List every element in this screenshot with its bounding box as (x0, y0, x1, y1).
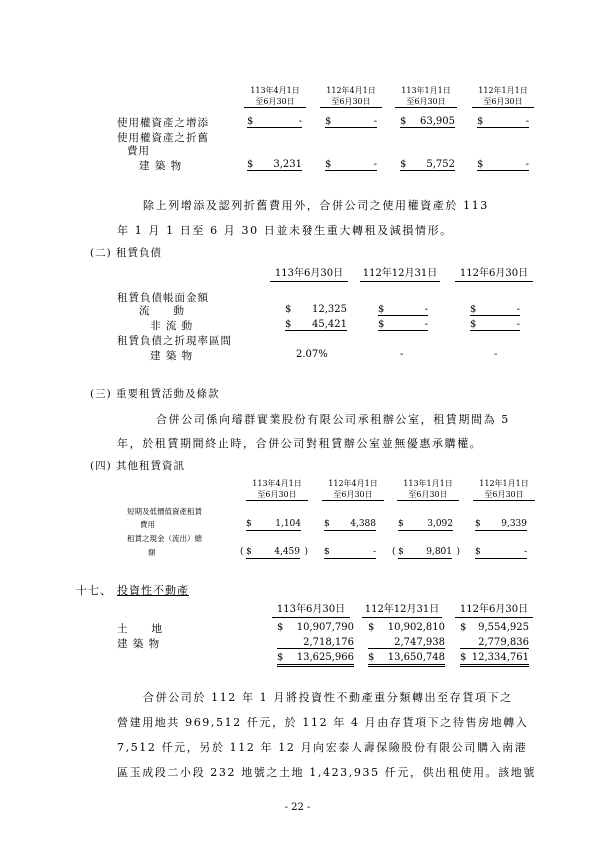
lease-header-3: 112年6月30日 (455, 267, 533, 282)
other-header-2: 112年4月1日 至6月30日 (322, 478, 384, 501)
rou-depr-cell: $ 3,231 (247, 159, 302, 170)
other-row2-label-2: 額 (148, 548, 156, 557)
lease-building-label: 建 築 物 (150, 350, 194, 362)
lease-noncurrent-cell: $ 45,421 (285, 319, 347, 330)
invest-building-cell: 2,779,836 (460, 636, 529, 649)
section-number: 十七、 (76, 584, 112, 597)
invest-total-cell: $ 13,625,966 (277, 651, 354, 667)
paragraph-line: 區玉成段二小段 232 地號之土地 1,423,935 仟元，供出租使用。該地號 (117, 766, 536, 779)
paragraph-line: 合併公司係向璿群實業股份有限公司承租辦公室，租賃期間為 5 (156, 413, 510, 426)
invest-header-3: 112年6月30日 (455, 603, 533, 618)
invest-building-cell: 2,747,938 (368, 636, 445, 649)
rou-additions-label: 使用權資產之增添 (117, 117, 209, 129)
paragraph-line: 年，於租賃期間終止時，合併公司對租賃辦公室並無優惠承購權。 (117, 437, 483, 450)
lease-current-cell: $ - (470, 304, 520, 315)
rou-depr-cell: $ - (477, 159, 529, 170)
invest-land-label: 土 地 (117, 623, 163, 635)
lease-rate-cell: - (400, 349, 404, 360)
other-row1-cell: $ 1,104 (246, 519, 301, 529)
other-row1-cell: $ 9,339 (475, 519, 527, 529)
rou-header-3: 113年1月1日 至6月30日 (395, 85, 457, 108)
other-row2-cell: $ - (324, 547, 376, 557)
other-row1-label-2: 費用 (140, 520, 155, 529)
other-row2-cell: ( $ 9,801 ) (392, 547, 460, 557)
invest-total-cell: $ 12,334,761 (460, 651, 529, 667)
section-heading: (二) 租賃負債 (90, 247, 163, 259)
lease-header-1: 113年6月30日 (270, 267, 348, 282)
invest-land-cell: $ 9,554,925 (460, 622, 529, 633)
lease-current-cell: $ - (378, 304, 428, 315)
other-header-4: 112年1月1日 至6月30日 (473, 478, 535, 501)
other-header-1: 113年4月1日 至6月30日 (246, 478, 308, 501)
invest-building-cell: 2,718,176 (277, 636, 354, 649)
paragraph-line: 年 1 月 1 日至 6 月 30 日並未發生重大轉租及減損情形。 (117, 224, 453, 237)
invest-building-label: 建 築 物 (117, 638, 161, 650)
lease-carrying-label: 租賃負債帳面金額 (117, 292, 209, 304)
invest-header-2: 112年12月31日 (362, 603, 442, 618)
paragraph-line: 除上列增添及認列折舊費用外，合併公司之使用權資產於 113 (143, 199, 489, 212)
other-row2-label: 租賃之現金（流出）總 (127, 534, 202, 543)
other-row1-label: 短期及低價值資產租賃 (127, 507, 202, 516)
section-title: 投資性不動產 (117, 584, 189, 597)
invest-total-cell: $ 13,650,748 (368, 651, 445, 667)
section-heading: (四) 其他租賃資訊 (90, 460, 186, 472)
page-number: - 22 - (284, 802, 311, 813)
invest-header-1: 113年6月30日 (272, 603, 350, 618)
lease-rate-cell: - (494, 349, 498, 360)
rou-additions-cell: $ - (325, 116, 377, 127)
lease-noncurrent-cell: $ - (378, 319, 428, 330)
rou-depr-sub-label: 建 築 物 (139, 160, 183, 172)
rou-additions-cell: $ 63,905 (400, 116, 455, 127)
lease-rate-label: 租賃負債之折現率區間 (117, 335, 232, 347)
invest-land-cell: $ 10,902,810 (368, 622, 445, 633)
rou-header-4: 112年1月1日 至6月30日 (472, 85, 534, 108)
lease-rate-cell: 2.07% (296, 349, 328, 360)
lease-current-cell: $ 12,325 (285, 304, 347, 315)
lease-current-label: 流 動 (139, 305, 185, 317)
other-row2-cell: ( $ 4,459 ) (240, 547, 308, 557)
paragraph-line: 7,512 仟元，另於 112 年 12 月向宏泰人壽保險股份有限公司購入南港 (117, 741, 528, 754)
rou-header-1: 113年4月1日 至6月30日 (244, 85, 306, 108)
rou-additions-cell: $ - (247, 116, 302, 127)
rou-header-2: 112年4月1日 至6月30日 (320, 85, 382, 108)
paragraph-line: 合併公司於 112 年 1 月將投資性不動產重分類轉出至存貨項下之 (143, 691, 513, 704)
lease-header-2: 112年12月31日 (360, 267, 440, 282)
rou-depr-cell: $ 5,752 (400, 159, 455, 170)
other-header-3: 113年1月1日 至6月30日 (397, 478, 459, 501)
invest-land-cell: $ 10,907,790 (277, 622, 354, 633)
paragraph-line: 營建用地共 969,512 仟元，於 112 年 4 月由存貨項下之待售房地轉入 (117, 716, 529, 729)
lease-noncurrent-cell: $ - (470, 319, 520, 330)
section-heading: (三) 重要租賃活動及條款 (90, 388, 220, 400)
lease-noncurrent-label: 非 流 動 (150, 320, 194, 332)
rou-additions-cell: $ - (477, 116, 529, 127)
rou-depr-cell: $ - (325, 159, 377, 170)
other-row1-cell: $ 3,092 (398, 519, 453, 529)
rou-depr-label: 使用權資產之折舊 (117, 132, 209, 144)
other-row2-cell: $ - (475, 547, 527, 557)
rou-depr-label-2: 費用 (127, 145, 150, 157)
other-row1-cell: $ 4,388 (324, 519, 376, 529)
